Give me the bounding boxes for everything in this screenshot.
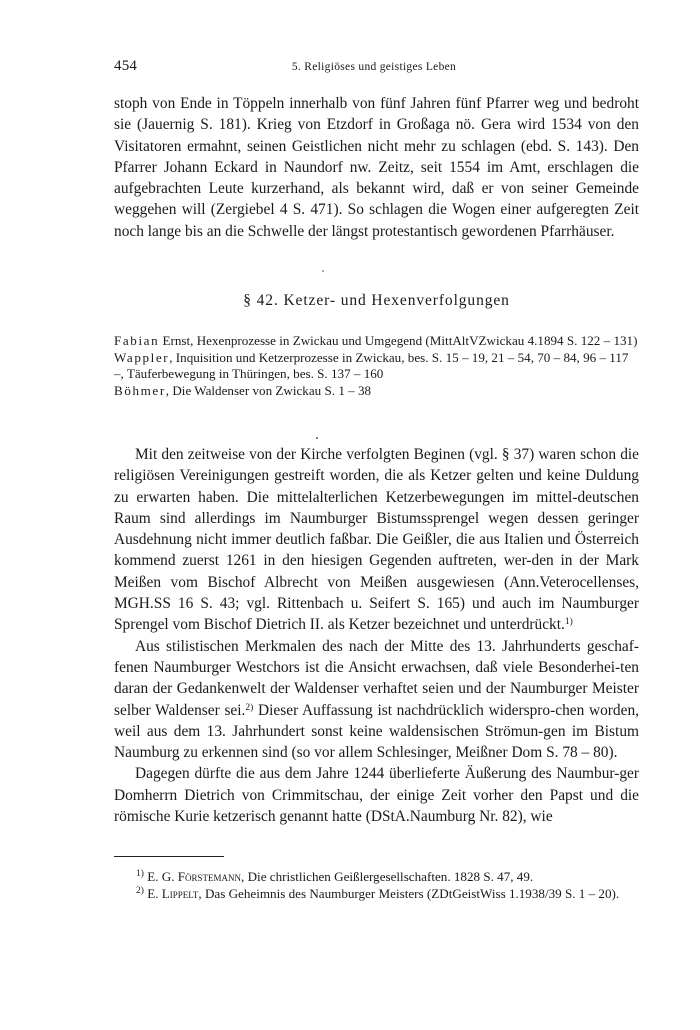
paragraph: [114, 763, 639, 827]
paragraph-text: Aus stilistischen Merkmalen des nach der Mitte des 13. Jahrhunderts geschaf-fenen Naumburger Westchors ist die Ansicht erwachsen, daß viele Besonderhei-ten daran der Gedankenwelt der Waldenser verhaftet seien und der Naumburger Meister selber Waldenser sei.: [114, 637, 639, 719]
bibliography-text: , Inquisition und Ketzerprozesse in Zwickau, bes. S. 15 – 19, 21 – 54, 70 – 84, 96 – 117: [169, 349, 629, 365]
footnote-author: E. G. Förstemann: [147, 869, 242, 884]
footnote-mark: 1): [136, 869, 144, 879]
bibliography-author: Fabian: [114, 333, 160, 348]
bibliography-text: , Die Waldenser von Zwickau S. 1 – 38: [165, 382, 372, 398]
paragraph-text: Mit den zeitweise von der Kirche verfolgten Beginen (vgl. § 37) waren schon die religiösen Vereinigungen gestreift worden, die als Ketzer gelten und keine Duldung zu erwarten haben. Die mittelalterlichen Ketzerbewegungen im mittel-deutschen Raum sind allerdings im Naumburger Bistumssprengel wegen dessen geringer Ausdehnung nicht immer deutlich faßbar. Die Geißler, die aus Italien und Österreich kommend zuerst 1261 in den hiesigen Gegenden auftreten, wer-den in der Mark Meißen vom Bischof Albrecht von Meißen ausgewiesen (Ann.Veterocellenses, MGH.SS 16 S. 43; vgl. Rittenbach u. Seifert S. 165) und auch im Naumburger Sprengel vom Bischof Dietrich II. als Ketzer bezeichnet und unterdrückt.: [114, 446, 639, 634]
footnote-author: E. Lippelt: [147, 886, 199, 902]
printer-mark: [316, 437, 318, 439]
bibliography-entry: [114, 366, 642, 383]
bibliography-author: Wappler: [114, 349, 170, 365]
bibliography-text: –, Täuferbewegung in Thüringen, bes. S. 137 – 160: [114, 366, 384, 382]
section-heading: § 42. Ketzer- und Hexenverfolgungen: [243, 292, 510, 309]
main-text: [114, 444, 639, 827]
paragraph-text: Dagegen dürfte die aus dem Jahre 1244 überlieferte Äußerung des Naumbur-ger Domherrn Dietrich von Crimmitschau, der einige Zeit vorher den Papst und die römische Kurie ketzerisch genannt hatte (DStA.Naumburg Nr. 82), wie: [114, 765, 639, 826]
footnotes-list: [114, 868, 642, 903]
bibliography-text: Ernst, Hexenprozesse in Zwickau und Umgegend (MittAltVZwickau 4.1894 S. 122 – 131): [159, 333, 638, 348]
page-number: 454: [114, 58, 138, 74]
bibliography-author: Böhmer: [114, 382, 166, 398]
ornament-dot: [322, 270, 324, 272]
footnote-text: , Das Geheimnis des Naumburger Meisters (ZDtGeistWiss 1.1938/39 S. 1 – 20).: [198, 886, 620, 902]
footnote: [114, 885, 642, 902]
footnote-ref: 1): [564, 617, 573, 628]
bibliography-list: [114, 333, 642, 399]
bibliography-entry: [114, 383, 642, 400]
paragraph: [114, 444, 639, 636]
footnote-ref: 2): [245, 702, 254, 713]
intro-paragraph: [114, 93, 639, 242]
running-head: 5. Religiöses und geistiges Leben: [291, 61, 457, 73]
bibliography-entry: [114, 333, 642, 350]
paragraph: [114, 636, 639, 764]
footnote-text: , Die christlichen Geißlergesellschaften. 1828 S. 47, 49.: [241, 869, 534, 884]
footnote: [114, 868, 642, 885]
intro-paragraph-text: stoph von Ende in Töppeln innerhalb von fünf Jahren fünf Pfarrer weg und bedroht sie (Jauernig S. 181). Krieg von Etzdorf in Großaga nö. Gera wird 1534 von den Visitatoren ermahnt, seinen Geistlichen nicht mehr zu schlagen (ebd. S. 143). Den Pfarrer Johann Eckard in Naundorf nw. Zeitz, seit 1554 im Amt, erschlagen die aufgebrachten Leute kurzerhand, als bekannt wird, daß er von seiner Gemeinde weggehen will (Zergiebel 4 S. 471). So schlagen die Wogen einer aufgeregten Zeit noch lange bis an die Schwelle der längst protestantisch gewordenen Pfarrhäuser.: [114, 95, 639, 240]
bibliography-entry: [114, 350, 642, 367]
footnote-divider: [114, 856, 224, 857]
paragraph-text-continued: Dieser Auffassung ist nachdrücklich widerspro-chen worden, weil aus dem 13. Jahrhundert sonst keine waldensischen Strömun-gen im Bistum Naumburg zu erkennen sind (so vor allem Schlesinger, Meißner Dom S. 78 – 80).: [114, 701, 639, 762]
footnote-mark: 2): [136, 886, 144, 897]
